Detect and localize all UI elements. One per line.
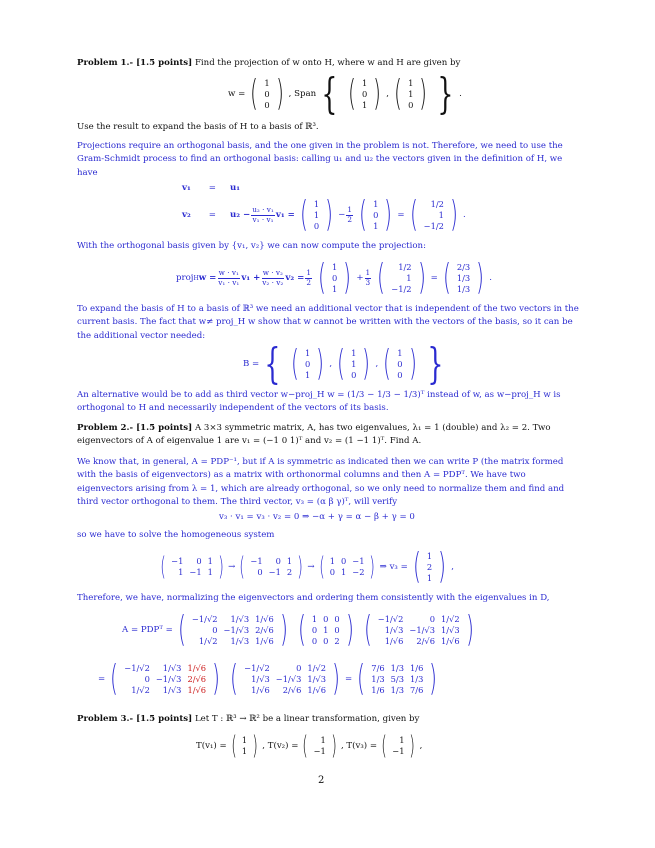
gs-line-2: v₂ = u₂ − $\frac{\text{u₂ · v₁}}{\text{v₁ · v₁}}$ v₁ = ( 1 1 0 ) − $\frac{1}{2}$ ( 1 0 1 ) = ( 1/2 1 −1/2 ) . [182,194,466,235]
normalizing-text: Therefore, we have, normalizing the eigenvectors and ordering them consistently with the eigenvalues in D, [77,593,550,603]
expand-basis-text: To expand the basis of H to a basis of ℝ³ we need an additional vector that is independent of the two vectors in the current basis. The fact that w≠ proj_H w show that w cannot be written with the vectors of the basis, so it can be the additional vector needed: [77,304,579,341]
problem-2-statement: Problem 2.- [1.5 points] A 3×3 symmetric matrix, A, has two eigenvalues, λ₁ = 1 (double) and λ₂ = 2. Two eigenvectors of A of eigenvalue 1 are v₁ = (−1 0 1)ᵀ and v₂ = (1 −1 1)ᵀ. Find A. [77,423,551,447]
symmetric-solution-text: We know that, in general, A = PDP⁻¹, but if A is symmetric as indicated then we can write P (the matrix formed with the basis of eigenvectors) as a matrix with orthonormal columns and then A = PDPᵀ. We have two eigenvectors arising from λ = 1, which are already orthogonal, so we only need to normalize them and find and third vector orthogonal to them. The third vector, v₃ = (α β γ)ᵀ, will verify [77,457,565,507]
homogeneous-system: ( −1 0 1 1 −1 1 ) → ( −1 0 1 0 −1 2 ) → ( 1 0 −1 0 1 −2 ) ⇒ v₃ = ( 1 2 1 ) , [160,546,454,587]
span-set: { ( 1 0 1 ) , ( 1 1 0 ) } [321,69,454,118]
a-product-equation: = ( −1/√2 1/√3 1/√6 0 −1/√3 2/√6 1/√2 1/√3 1/√6 ) ( −1/√2 0 1/√2 1/√3 −1/√3 1/√3 1/√6 2/√6 1/√6 ) = ( 7/6 1/3 1/6 1/3 5/3 1/3 1/6 1/3 7/6 ) [98,658,438,699]
alternative-text: An alternative would be to add as third vector w−proj_H w = (1/3 − 1/3 − 1/3)ᵀ instead of w, as w−proj_H w is orthogonal to H and necessarily independent of the vectors of its basis. [77,390,561,414]
given-equation: w = ( 1 0 0 ) , Span { ( 1 0 1 ) , ( 1 1 0 ) } . [228,69,462,118]
a-pdpt-equation: A = PDPᵀ = ( −1/√2 1/√3 1/√6 0 −1/√3 2/√6 1/√2 1/√3 1/√6 ) ( 1 0 0 0 1 0 0 0 2 ) ( −1/√2 0 1/√2 1/√3 −1/√3 1/√3 1/√6 2/√6 1/√6 ) [122,609,474,650]
w-vector: ( 1 0 0 ) [250,73,284,114]
problem-3-heading: Problem 3.- [1.5 points] [77,714,193,724]
page-number: 2 [318,775,325,786]
projection-equation: proj H w = $\frac{\text{w · v₁}}{\text{v₁ · v₁}}$ v₁ + $\frac{\text{w · v₂}}{\text{v₂ · v₂}}$ v₂ = $\frac{1}{2}$ ( 1 0 1 ) + $\frac{1}{3}$ ( 1/2 1 −1/2 ) = ( 2/3 1/3 1/3 ) . [176,257,492,298]
homogeneous-text: so we have to solve the homogeneous system [77,530,275,540]
gs-line-1: v₁ = u₁ [182,183,240,193]
problem-1-statement: Problem 1.- [1.5 points] Find the projection of w onto H, where w and H are given by [77,58,461,68]
problem-3-statement: Problem 3.- [1.5 points] Let T : ℝ³ → ℝ² be a linear transformation, given by [77,714,420,724]
basis-b-equation: B = { ( 1 0 1 ) , ( 1 1 0 ) , ( 1 0 0 ) } [243,339,443,388]
t-definition-equation: T(v₁) = ( 1 1 ) , T(v₂) = ( 1 −1 ) , T(v₃) = ( 1 −1 ) , [196,731,423,761]
problem-1-heading: Problem 1.- [1.5 points] [77,58,193,68]
orthogonal-basis-text: With the orthogonal basis given by {v₁, v₂} we can now compute the projection: [77,241,426,251]
gram-schmidt-intro: Projections require an orthogonal basis, and the one given in the problem is not. Therefore, we need to use the Gram-Schmidt process to find an orthogonal basis: calling u₁ and u₂ the vectors given in the definition of H, we have [77,141,563,178]
problem-2-heading: Problem 2.- [1.5 points] [77,423,193,433]
verify-equation: v₃ · v₁ = v₃ · v₂ = 0 ⇒ −α + γ = α − β + γ = 0 [219,512,415,522]
use-result-text: Use the result to expand the basis of H to a basis of ℝ³. [77,122,319,132]
